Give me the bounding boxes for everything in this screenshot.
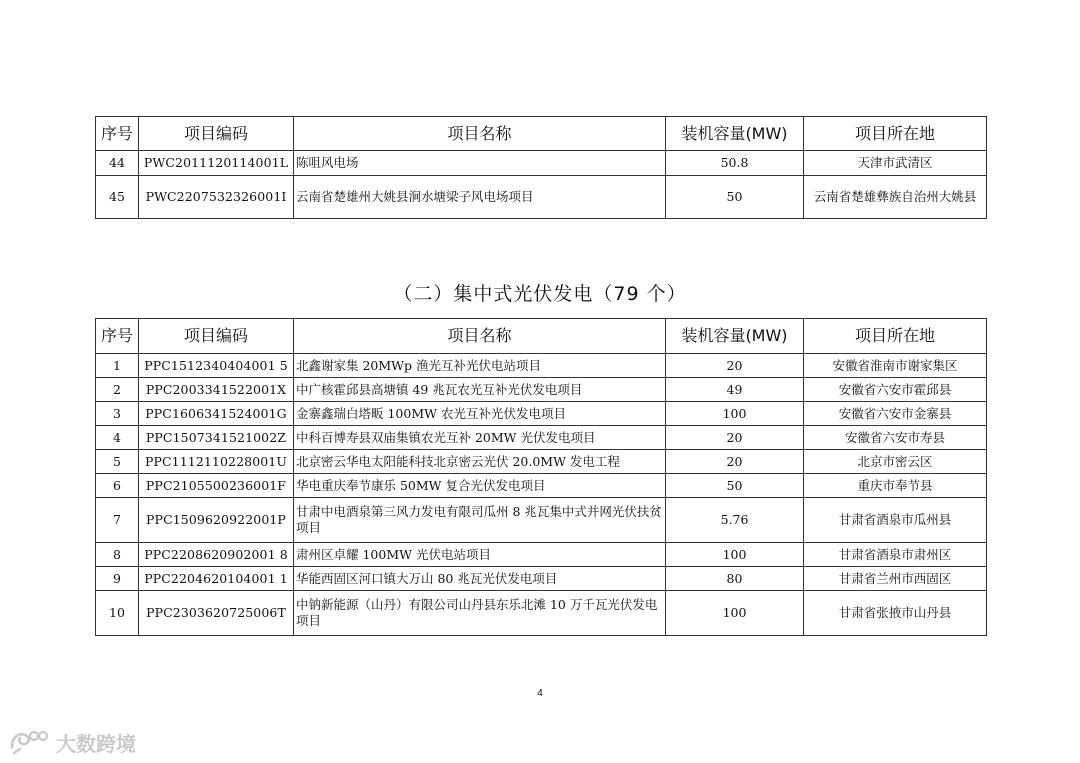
row-location: 甘肃省酒泉市瓜州县 <box>804 498 987 543</box>
row-capacity: 80 <box>666 567 804 591</box>
row-name: 陈咀风电场 <box>294 151 666 176</box>
watermark-text: 大数跨境 <box>56 731 136 756</box>
row-no: 3 <box>96 402 139 426</box>
table-row <box>96 474 987 498</box>
row-name: 北鑫谢家集 20MWp 渔光互补光伏电站项目 <box>294 354 666 378</box>
row-code: PPC2003341522001X <box>139 378 294 402</box>
row-name: 云南省楚雄州大姚县涧水塘梁子风电场项目 <box>294 176 666 219</box>
row-no: 2 <box>96 378 139 402</box>
row-capacity: 49 <box>666 378 804 402</box>
row-location: 北京市密云区 <box>804 450 987 474</box>
table-row <box>96 498 987 543</box>
header-name: 项目名称 <box>294 117 666 151</box>
row-no: 8 <box>96 543 139 567</box>
row-location: 云南省楚雄彝族自治州大姚县 <box>804 176 987 219</box>
watermark <box>8 727 136 757</box>
section-title: （二）集中式光伏发电（79 个） <box>393 283 687 305</box>
table-header-row <box>96 319 987 354</box>
row-location: 甘肃省酒泉市肃州区 <box>804 543 987 567</box>
row-name: 北京密云华电太阳能科技北京密云光伏 20.0MW 发电工程 <box>294 450 666 474</box>
table-row <box>96 543 987 567</box>
row-location: 甘肃省张掖市山丹县 <box>804 591 987 636</box>
table-row <box>96 426 987 450</box>
row-no: 4 <box>96 426 139 450</box>
table-header-row <box>96 117 987 151</box>
page-number: 4 <box>537 688 543 699</box>
row-code: PPC2105500236001F <box>139 474 294 498</box>
table-row <box>96 567 987 591</box>
header-no: 序号 <box>96 117 139 151</box>
row-capacity: 100 <box>666 543 804 567</box>
header-no: 序号 <box>96 319 139 354</box>
header-code: 项目编码 <box>139 117 294 151</box>
header-location: 项目所在地 <box>804 117 987 151</box>
row-code: PPC2303620725006T <box>139 591 294 636</box>
row-no: 10 <box>96 591 139 636</box>
row-capacity: 50 <box>666 176 804 219</box>
row-no: 45 <box>96 176 139 219</box>
table-row <box>96 591 987 636</box>
row-code: PWC2207532326001I <box>139 176 294 219</box>
row-location: 安徽省六安市寿县 <box>804 426 987 450</box>
row-capacity: 20 <box>666 450 804 474</box>
table-row <box>96 151 987 176</box>
row-code: PWC2011120114001L <box>139 151 294 176</box>
header-name: 项目名称 <box>294 319 666 354</box>
row-location: 甘肃省兰州市西固区 <box>804 567 987 591</box>
brand-logo-icon <box>8 727 50 757</box>
row-code: PPC1606341524001G <box>139 402 294 426</box>
row-name: 甘肃中电酒泉第三风力发电有限司瓜州 8 兆瓦集中式并网光伏扶贫项目 <box>294 498 666 543</box>
wind-power-table <box>95 116 987 219</box>
solar-power-table <box>95 318 987 636</box>
row-capacity: 5.76 <box>666 498 804 543</box>
row-no: 1 <box>96 354 139 378</box>
table-row <box>96 378 987 402</box>
row-no: 5 <box>96 450 139 474</box>
row-location: 重庆市奉节县 <box>804 474 987 498</box>
row-capacity: 50.8 <box>666 151 804 176</box>
row-name: 金寨鑫瑞白塔畈 100MW 农光互补光伏发电项目 <box>294 402 666 426</box>
row-capacity: 100 <box>666 591 804 636</box>
row-code: PPC1509620922001P <box>139 498 294 543</box>
table-row <box>96 176 987 219</box>
header-code: 项目编码 <box>139 319 294 354</box>
row-code: PPC1112110228001U <box>139 450 294 474</box>
row-location: 安徽省六安市霍邱县 <box>804 378 987 402</box>
row-capacity: 100 <box>666 402 804 426</box>
row-name: 中广核霍邱县高塘镇 49 兆瓦农光互补光伏发电项目 <box>294 378 666 402</box>
row-no: 9 <box>96 567 139 591</box>
row-no: 7 <box>96 498 139 543</box>
row-name: 中钠新能源（山丹）有限公司山丹县东乐北滩 10 万千瓦光伏发电项目 <box>294 591 666 636</box>
row-name: 华电重庆奉节康乐 50MW 复合光伏发电项目 <box>294 474 666 498</box>
row-location: 安徽省淮南市谢家集区 <box>804 354 987 378</box>
row-name: 肃州区卓耀 100MW 光伏电站项目 <box>294 543 666 567</box>
row-no: 6 <box>96 474 139 498</box>
row-no: 44 <box>96 151 139 176</box>
row-name: 华能西固区河口镇大万山 80 兆瓦光伏发电项目 <box>294 567 666 591</box>
header-capacity: 装机容量(MW) <box>666 319 804 354</box>
header-capacity: 装机容量(MW) <box>666 117 804 151</box>
row-location: 安徽省六安市金寨县 <box>804 402 987 426</box>
row-capacity: 50 <box>666 474 804 498</box>
table-row <box>96 450 987 474</box>
row-capacity: 20 <box>666 354 804 378</box>
row-code: PPC2204620104001 1 <box>139 567 294 591</box>
table-row <box>96 354 987 378</box>
table-row <box>96 402 987 426</box>
row-capacity: 20 <box>666 426 804 450</box>
header-location: 项目所在地 <box>804 319 987 354</box>
row-name: 中科百博寿县双庙集镇农光互补 20MW 光伏发电项目 <box>294 426 666 450</box>
row-code: PPC2208620902001 8 <box>139 543 294 567</box>
row-location: 天津市武清区 <box>804 151 987 176</box>
row-code: PPC1512340404001 5 <box>139 354 294 378</box>
row-code: PPC1507341521002Z <box>139 426 294 450</box>
